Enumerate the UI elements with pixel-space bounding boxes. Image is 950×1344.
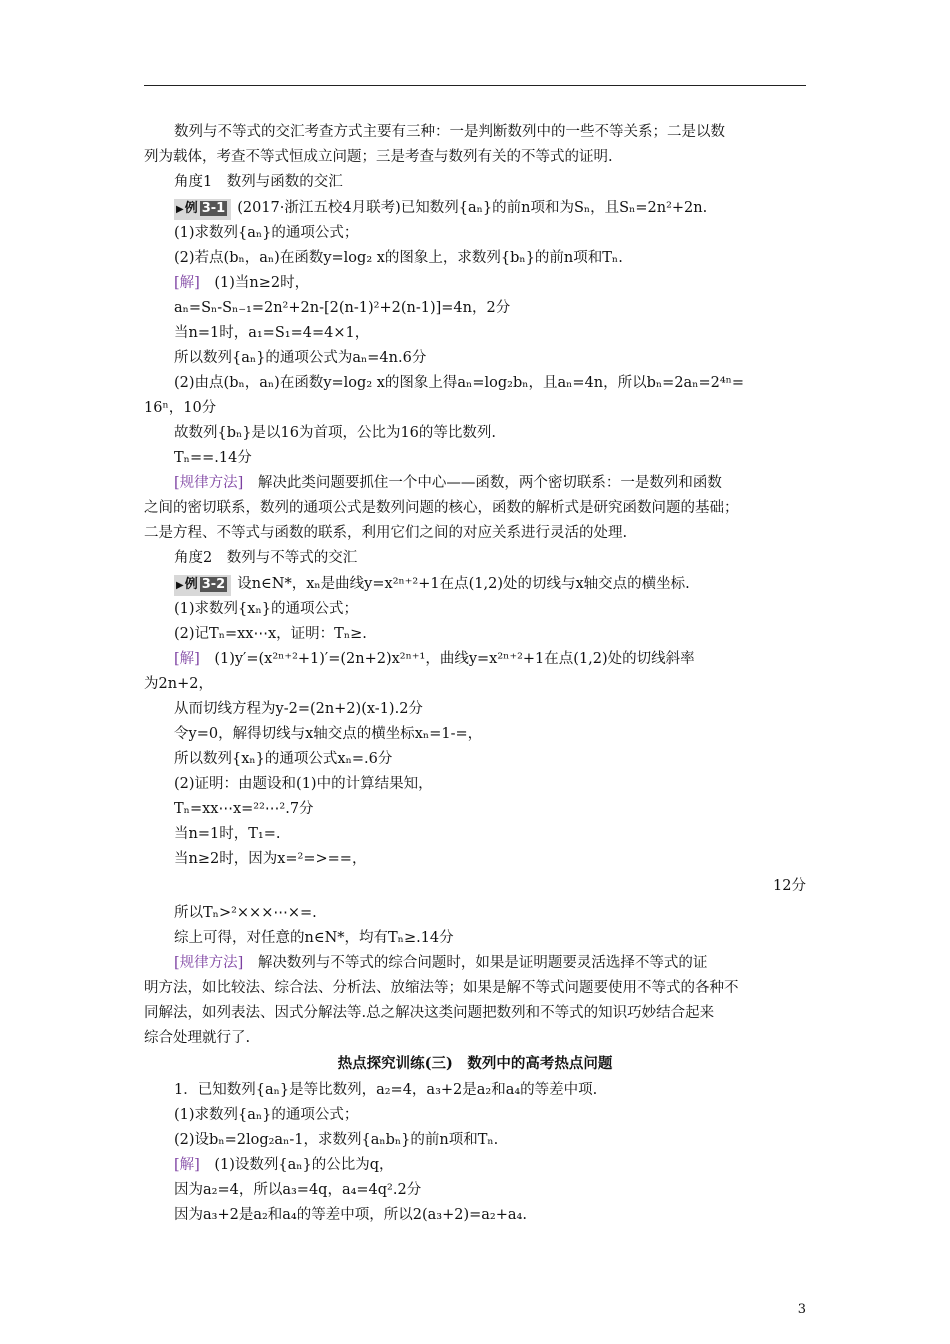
- solution-line: aₙ=Sₙ-Sₙ₋₁=2n²+2n-[2(n-1)²+2(n-1)]=4n，2分: [174, 300, 511, 316]
- triangle-icon: ▶: [176, 204, 184, 215]
- example-number: 3-1: [201, 201, 226, 216]
- solution-line: 所以数列{xₙ}的通项公式xₙ=.6分: [174, 751, 393, 767]
- method-note-1-start: [144, 473, 806, 493]
- header-rule: [144, 85, 806, 86]
- example-3-1-part-2: (2)若点(bₙ，aₙ)在函数y=log₂ x的图象上，求数列{bₙ}的前n项和Tₙ.: [174, 250, 623, 266]
- method-line: 二是方程、不等式与函数的联系，利用它们之间的对应关系进行灵活的处理.: [144, 525, 628, 541]
- method-tag: [规律方法]: [174, 475, 244, 491]
- exercise-1-solution-start: [144, 1155, 806, 1175]
- solution-line: 当n=1时，T₁=.: [174, 826, 281, 842]
- method-line: 综合处理就行了.: [144, 1030, 251, 1046]
- example-3-2-text: 设n∈N*，xₙ是曲线y=x²ⁿ⁺²+1在点(1,2)处的切线与x轴交点的横坐标.: [237, 576, 690, 592]
- example-3-2-part-2: (2)记Tₙ=xx⋯x，证明：Tₙ≥.: [174, 626, 367, 642]
- solution-line: 当n=1时，a₁=S₁=4=4×1，: [174, 325, 370, 341]
- solution-line: (2)证明：由题设和(1)中的计算结果知，: [174, 776, 433, 792]
- exercise-1-statement: 1．已知数列{aₙ}是等比数列，a₂=4，a₃+2是a₂和a₄的等差中项.: [174, 1082, 598, 1098]
- method-text: 解决此类问题要抓住一个中心——函数，两个密切联系：一是数列和函数: [257, 475, 722, 491]
- example-3-1-badge: [174, 199, 231, 220]
- intro-line-1: 数列与不等式的交汇考查方式主要有三种：一是判断数列中的一些不等关系；二是以数: [174, 124, 725, 140]
- method-line: 之间的密切联系，数列的通项公式是数列问题的核心，函数的解析式是研究函数问题的基础；: [144, 500, 739, 516]
- score-marker: 12分: [773, 878, 806, 894]
- solution-line: (2)由点(bₙ，aₙ)在函数y=log₂ x的图象上得aₙ=log₂bₙ，且aₙ=4n，所以bₙ=2aₙ=2⁴ⁿ=: [174, 375, 745, 391]
- solution-line: 为2n+2，: [144, 676, 213, 692]
- triangle-icon: ▶: [176, 580, 184, 591]
- solution-line: 因为a₂=4，所以a₃=4q，a₄=4q².2分: [174, 1182, 422, 1198]
- example-3-2-part-1: (1)求数列{xₙ}的通项公式；: [174, 601, 358, 617]
- solution-text: (1)设数列{aₙ}的公比为q，: [214, 1157, 394, 1173]
- example-3-1-text: (2017·浙江五校4月联考)已知数列{aₙ}的前n项和为Sₙ，且Sₙ=2n²+2n.: [237, 200, 708, 216]
- example-3-1-statement: [144, 198, 806, 220]
- solution-tag: [解]: [174, 651, 200, 667]
- solution-line: 综上可得，对任意的n∈N*，均有Tₙ≥.14分: [174, 930, 454, 946]
- solution-3-1-start: [144, 273, 806, 293]
- method-line: 明方法，如比较法、综合法、分析法、放缩法等；如果是解不等式问题要使用不等式的各种不: [144, 980, 739, 996]
- example-3-2-badge: [174, 575, 231, 596]
- exercise-1-part-2: (2)设bₙ=2log₂aₙ-1，求数列{aₙbₙ}的前n项和Tₙ.: [174, 1132, 499, 1148]
- intro-line-2: 列为载体，考查不等式恒成立问题；三是考查与数列有关的不等式的证明.: [144, 149, 613, 165]
- angle-1-heading: 角度1 数列与函数的交汇: [174, 174, 343, 190]
- solution-line: 从而切线方程为y-2=(2n+2)(x-1).2分: [174, 701, 423, 717]
- method-note-2-start: [144, 953, 806, 973]
- section-title: 热点探究训练(三) 数列中的高考热点问题: [337, 1055, 613, 1072]
- page-number: 3: [797, 1302, 806, 1317]
- solution-text: (1)当n≥2时，: [214, 275, 310, 291]
- solution-line: 所以数列{aₙ}的通项公式为aₙ=4n.6分: [174, 350, 427, 366]
- solution-3-2-start: [144, 649, 806, 669]
- example-label: 例: [184, 201, 198, 216]
- method-tag: [规律方法]: [174, 955, 244, 971]
- angle-2-heading: 角度2 数列与不等式的交汇: [174, 550, 358, 566]
- solution-line: 16ⁿ，10分: [144, 400, 217, 416]
- solution-line: 因为a₃+2是a₂和a₄的等差中项，所以2(a₃+2)=a₂+a₄.: [174, 1207, 527, 1223]
- solution-line: 当n≥2时，因为x=²=>==，: [174, 851, 367, 867]
- solution-line: 所以Tₙ>²×××⋯×=.: [174, 905, 317, 921]
- solution-line: 令y=0，解得切线与x轴交点的横坐标xₙ=1-=，: [174, 726, 483, 742]
- exercise-1-part-1: (1)求数列{aₙ}的通项公式；: [174, 1107, 359, 1123]
- method-line: 同解法，如列表法、因式分解法等.总之解决这类问题把数列和不等式的知识巧妙结合起来: [144, 1005, 715, 1021]
- method-text: 解决数列与不等式的综合问题时，如果是证明题要灵活选择不等式的证: [257, 955, 708, 971]
- solution-tag: [解]: [174, 275, 200, 291]
- example-3-1-part-1: (1)求数列{aₙ}的通项公式；: [174, 225, 359, 241]
- solution-line: Tₙ==.14分: [174, 450, 252, 466]
- example-3-2-statement: [144, 574, 806, 596]
- solution-text: (1)y′=(x²ⁿ⁺²+1)′=(2n+2)x²ⁿ⁺¹，曲线y=x²ⁿ⁺²+1在点(1,2)处的切线斜率: [214, 651, 695, 667]
- solution-tag: [解]: [174, 1157, 200, 1173]
- example-number: 3-2: [201, 577, 226, 592]
- solution-line: 故数列{bₙ}是以16为首项，公比为16的等比数列.: [174, 425, 497, 441]
- solution-line: Tₙ=xx⋯x=²²⋯².7分: [174, 801, 314, 817]
- example-label: 例: [184, 577, 198, 592]
